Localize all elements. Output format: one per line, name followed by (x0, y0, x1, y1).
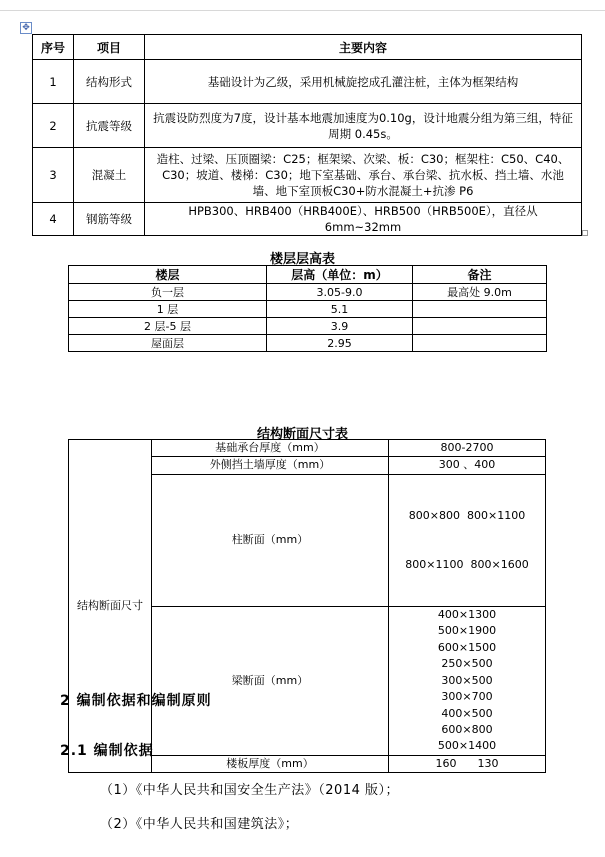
table-row (69, 335, 547, 352)
cell-note: 最高处 9.0m (413, 284, 547, 301)
value-line: 800×800 800×1100 (408, 508, 526, 522)
floor-height-table (68, 265, 547, 352)
cell-floor: 2 层-5 层 (69, 318, 267, 335)
value-line: 160 130 (435, 756, 499, 770)
header-no: 序号 (33, 35, 74, 60)
cell-note (413, 301, 547, 318)
project-overview-table (32, 34, 582, 236)
subsection-heading: 2.1 编制依据 (60, 743, 154, 759)
row-item: 抗震等级 (74, 104, 145, 148)
row-no: 1 (33, 60, 74, 104)
row-no: 3 (33, 148, 74, 203)
value-line: 600×800 (441, 722, 493, 736)
section-size-table (68, 439, 546, 773)
value-line: 800-2700 (440, 441, 494, 454)
cell-height: 5.1 (267, 301, 413, 318)
value-line: 400×1300 (437, 608, 497, 622)
value-line: 400×500 (441, 706, 493, 720)
table-row (33, 60, 582, 104)
value-line: 800×1100 800×1600 (405, 557, 529, 571)
row-label: 梁断面（mm） (152, 607, 389, 756)
table-row (69, 301, 547, 318)
header-floor: 楼层 (69, 266, 267, 284)
header-height: 层高（单位：m） (267, 266, 413, 284)
row-value (389, 755, 546, 772)
floor-height-table-title: 楼层层高表 (269, 252, 335, 267)
reference-item: （1）《中华人民共和国安全生产法》（2014 版）； (100, 783, 399, 798)
row-label: 基础承台厚度（mm） (152, 440, 389, 457)
header-item: 项目 (74, 35, 145, 60)
cell-height: 3.05-9.0 (267, 284, 413, 301)
row-value (389, 440, 546, 457)
cell-height: 3.9 (267, 318, 413, 335)
section-heading: 2 编制依据和编制原则 (60, 693, 212, 709)
row-value (389, 457, 546, 474)
table-header-row (69, 266, 547, 284)
value-line: 300×500 (441, 673, 493, 687)
row-content: 造柱、过梁、压顶圈梁：C25；框架梁、次梁、板：C30；框架柱：C50、C40、C30；坡道、楼梯：C30；地下室基础、承台、承台梁、抗水板、挡土墙、水池墙、地下室顶板C30+防水混凝土+抗渗 P6 (145, 148, 582, 203)
row-item: 钢筋等级 (74, 203, 145, 236)
reference-item: （2）《中华人民共和国建筑法》； (100, 817, 299, 832)
table-row (33, 148, 582, 203)
section-size-table-title: 结构断面尺寸表 (256, 427, 348, 442)
group-label: 结构断面尺寸 (69, 440, 152, 773)
value-line: 600×1500 (437, 640, 497, 654)
cell-floor: 屋面层 (69, 335, 267, 352)
row-content: 抗震设防烈度为7度，设计基本地震加速度为0.10g，设计地震分组为第三组，特征周期 0.45s。 (145, 104, 582, 148)
row-no: 4 (33, 203, 74, 236)
cell-floor: 负一层 (69, 284, 267, 301)
table-row (69, 440, 546, 457)
cell-note (413, 335, 547, 352)
table-row (33, 104, 582, 148)
row-content: HPB300、HRB400（HRB400E）、HRB500（HRB500E），直径从 6mm~32mm (145, 203, 582, 236)
value-line: 500×1400 (437, 739, 497, 753)
value-line: 500×1900 (437, 624, 497, 638)
header-content: 主要内容 (145, 35, 582, 60)
value-line: 300 、400 (438, 458, 496, 472)
table-resize-handle[interactable] (582, 230, 588, 236)
table-row (33, 203, 582, 236)
table-move-handle-icon[interactable]: ✥ (20, 22, 32, 34)
row-item: 结构形式 (74, 60, 145, 104)
row-item: 混凝土 (74, 148, 145, 203)
table-header-row (33, 35, 582, 60)
row-value (389, 607, 546, 756)
table-row (69, 284, 547, 301)
row-value (389, 474, 546, 606)
value-line: 250×500 (441, 657, 493, 671)
value-line: 300×700 (441, 690, 493, 704)
header-note: 备注 (413, 266, 547, 284)
row-no: 2 (33, 104, 74, 148)
row-label: 外侧挡土墙厚度（mm） (152, 457, 389, 474)
row-label: 柱断面（mm） (152, 474, 389, 606)
row-content: 基础设计为乙级，采用机械旋挖成孔灌注桩，主体为框架结构 (145, 60, 582, 104)
cell-floor: 1 层 (69, 301, 267, 318)
page-top-rule (0, 0, 605, 11)
row-label: 楼板厚度（mm） (152, 755, 389, 772)
table-row (69, 318, 547, 335)
cell-height: 2.95 (267, 335, 413, 352)
cell-note (413, 318, 547, 335)
